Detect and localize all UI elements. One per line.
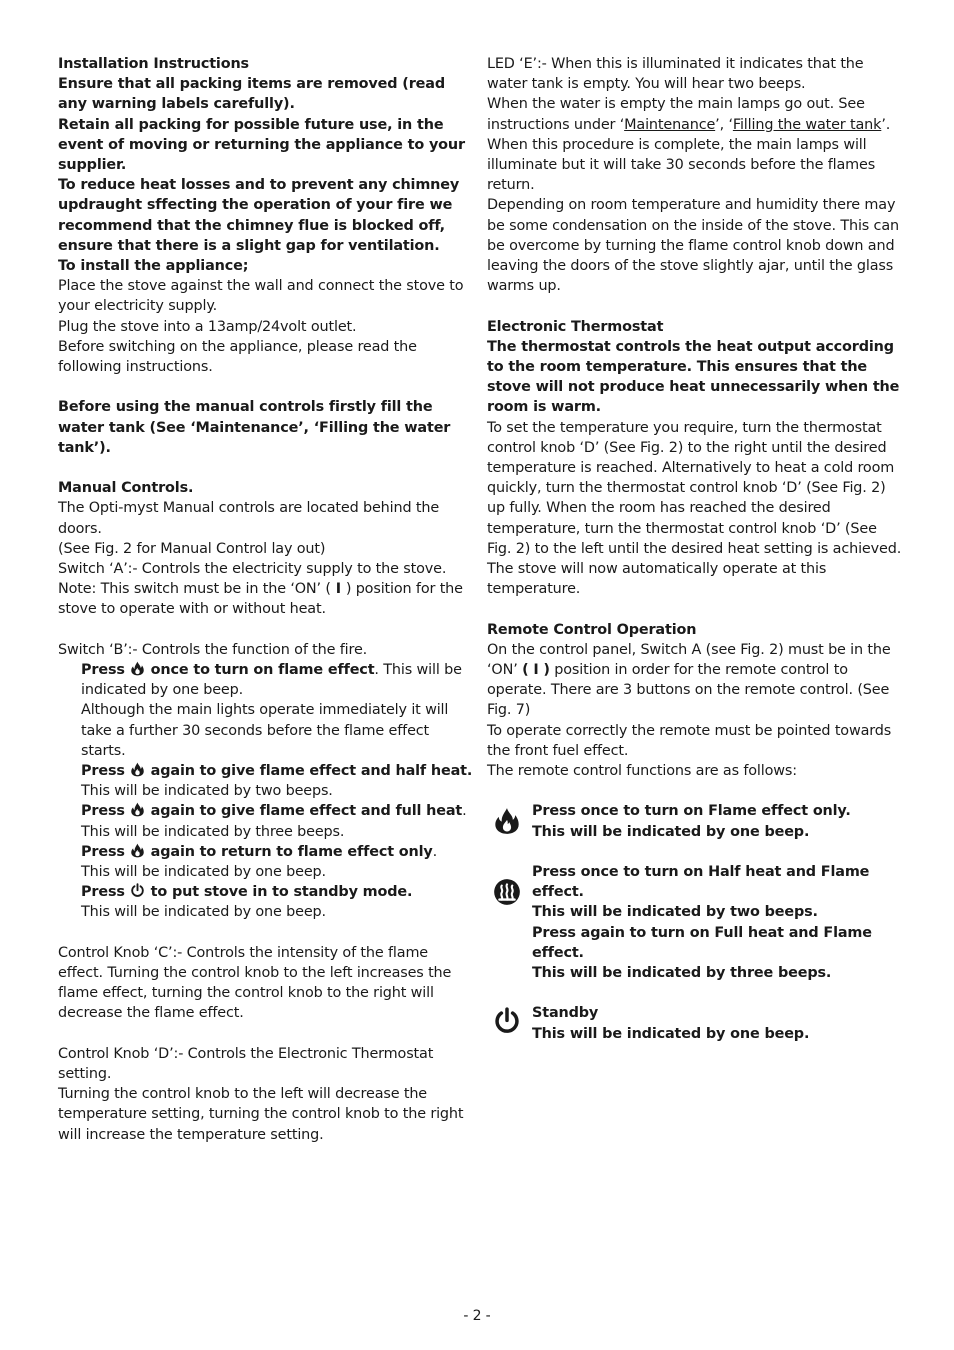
installation-warning-chimney: To reduce heat losses and to prevent any chimney updraught sffecting the operation of your fire we recommend that the chimney flue is blocked off, ensure that there is a slight gap for ventilation. <box>58 177 460 254</box>
manual-controls-title: Manual Controls. <box>58 480 194 497</box>
control-knob-d-title: Control Knob ‘D’:- Controls the Electronic Thermostat setting. <box>58 1045 434 1083</box>
switch-b-description: Switch ‘B’:- Controls the function of the fire. <box>58 641 368 658</box>
install-step-read: Before switching on the appliance, please read the following instructions. <box>58 338 417 376</box>
before-using-note: Before using the manual controls firstly fill the water tank (See ‘Maintenance’, ‘Filling the water tank’). <box>58 399 451 456</box>
led-e-lamps: When the water is empty the main lamps go out. See instructions under ‘Maintenance’, ‘Filling the water tank’. <box>487 96 891 133</box>
led-e-procedure: When this procedure is complete, the main lamps will illuminate but it will take 30 seconds before the flames return. <box>487 136 876 194</box>
flame-icon <box>493 807 521 835</box>
installation-title: Installation Instructions <box>58 56 249 72</box>
thermostat-title: Electronic Thermostat <box>487 318 664 335</box>
press-step-4-detail: This will be indicated by one beep. <box>81 864 326 881</box>
install-subtitle: To install the appliance; <box>58 258 249 275</box>
maintenance-link: Maintenance <box>624 116 716 133</box>
remote-standby-line-1: Standby <box>532 1005 599 1022</box>
press-step-2: Press again to give flame effect and half heat. <box>81 763 473 780</box>
remote-heat-function <box>487 862 902 983</box>
remote-control-switch-note: On the control panel, Switch A (see Fig. 2) must be in the ‘ON’ ( I ) position in order for the remote control to operate. There are 3 buttons on the remote control. (See Fig. 7) <box>487 641 891 719</box>
manual-controls-figure-ref: (See Fig. 2 for Manual Control lay out) <box>58 540 326 557</box>
flame-icon <box>130 762 145 777</box>
page-number: - 2 - <box>463 1308 491 1324</box>
condensation-note: Depending on room temperature and humidity there may be some condensation on the inside of the stove. This can be overcome by turning the flame control knob down and leaving the doors of the stove slightly ajar, until the glass warms up. <box>487 197 899 295</box>
switch-b-steps <box>58 660 473 923</box>
installation-warning-packing: Ensure that all packing items are removed (read any warning labels carefully). <box>58 76 445 113</box>
switch-a-note: Note: This switch must be in the ‘ON’ ( I ) position for the stove to operate with or without heat. <box>58 581 463 618</box>
remote-control-functions-intro: The remote control functions are as follows: <box>487 763 797 780</box>
install-step-connect: Place the stove against the wall and connect the stove to your electricity supply. <box>58 278 464 315</box>
led-e-description: LED ‘E’:- When this is illuminated it indicates that the water tank is empty. You will hear two beeps. <box>487 56 864 93</box>
remote-control-pointing: To operate correctly the remote must be pointed towards the front fuel effect. <box>487 722 892 759</box>
remote-heat-line-2: This will be indicated by two beeps. <box>532 904 818 921</box>
press-step-1-detail: Although the main lights operate immediately it will take a further 30 seconds before the flame effect starts. <box>81 702 449 759</box>
remote-control-title: Remote Control Operation <box>487 621 697 638</box>
remote-flame-line-1: Press once to turn on Flame effect only. <box>532 803 851 820</box>
press-step-1: Press once to turn on flame effect. This will be indicated by one beep. <box>81 662 462 699</box>
remote-heat-line-4: This will be indicated by three beeps. <box>532 965 832 982</box>
control-knob-c: Control Knob ‘C’:- Controls the intensity of the flame effect. Turning the control knob to the left increases the flame effect, turning the control knob to the right will decrease the flame effect. <box>58 944 452 1022</box>
left-column <box>58 54 473 1145</box>
power-icon <box>130 883 145 898</box>
remote-standby-function <box>487 1003 902 1043</box>
heat-icon <box>493 878 521 906</box>
thermostat-instructions: To set the temperature you require, turn the thermostat control knob ‘D’ (See Fig. 2) to the right until the desired temperature is reached. Alternatively to heat a cold room quickly, turn the thermostat control knob ‘D’ (See Fig. 2) up fully. When the room has reached the desired temperature, turn the thermostat control knob ‘D’ (See Fig. 2) to the left until the desired heat setting is achieved. The stove will now automatically operate at this temperature. <box>487 419 902 598</box>
power-icon <box>493 1007 521 1035</box>
flame-icon <box>130 843 145 858</box>
press-step-5: Press to put stove in to standby mode. <box>81 884 413 901</box>
press-step-5-detail: This will be indicated by one beep. <box>81 904 326 921</box>
install-step-plug: Plug the stove into a 13amp/24volt outlet. <box>58 318 357 335</box>
right-column <box>487 54 902 1044</box>
remote-standby-line-2: This will be indicated by one beep. <box>532 1025 810 1042</box>
press-step-2-detail: This will be indicated by two beeps. <box>81 783 333 800</box>
remote-heat-line-3: Press again to turn on Full heat and Flame effect. <box>532 924 872 961</box>
installation-warning-retain: Retain all packing for possible future use, in the event of moving or returning the appliance to your supplier. <box>58 116 465 174</box>
remote-flame-line-2: This will be indicated by one beep. <box>532 823 810 840</box>
manual-controls-location: The Opti-myst Manual controls are located behind the doors. <box>58 500 440 537</box>
filling-water-tank-link: Filling the water tank <box>732 116 882 133</box>
press-step-4: Press again to return to flame effect only. <box>81 843 438 860</box>
flame-icon <box>130 802 145 817</box>
flame-icon <box>130 661 145 676</box>
remote-flame-function <box>487 801 902 841</box>
control-knob-d-detail: Turning the control knob to the left will decrease the temperature setting, turning the control knob to the right will increase the temperature setting. <box>58 1086 464 1143</box>
press-step-3: Press again to give flame effect and full heat. This will be indicated by three beeps. <box>81 803 467 840</box>
remote-heat-line-1: Press once to turn on Half heat and Flame effect. <box>532 864 870 901</box>
switch-a-description: Switch ‘A’:- Controls the electricity supply to the stove. <box>58 561 447 578</box>
thermostat-summary: The thermostat controls the heat output according to the room temperature. This ensures that the stove will not produce heat unnecessarily when the room is warm. <box>487 338 900 416</box>
